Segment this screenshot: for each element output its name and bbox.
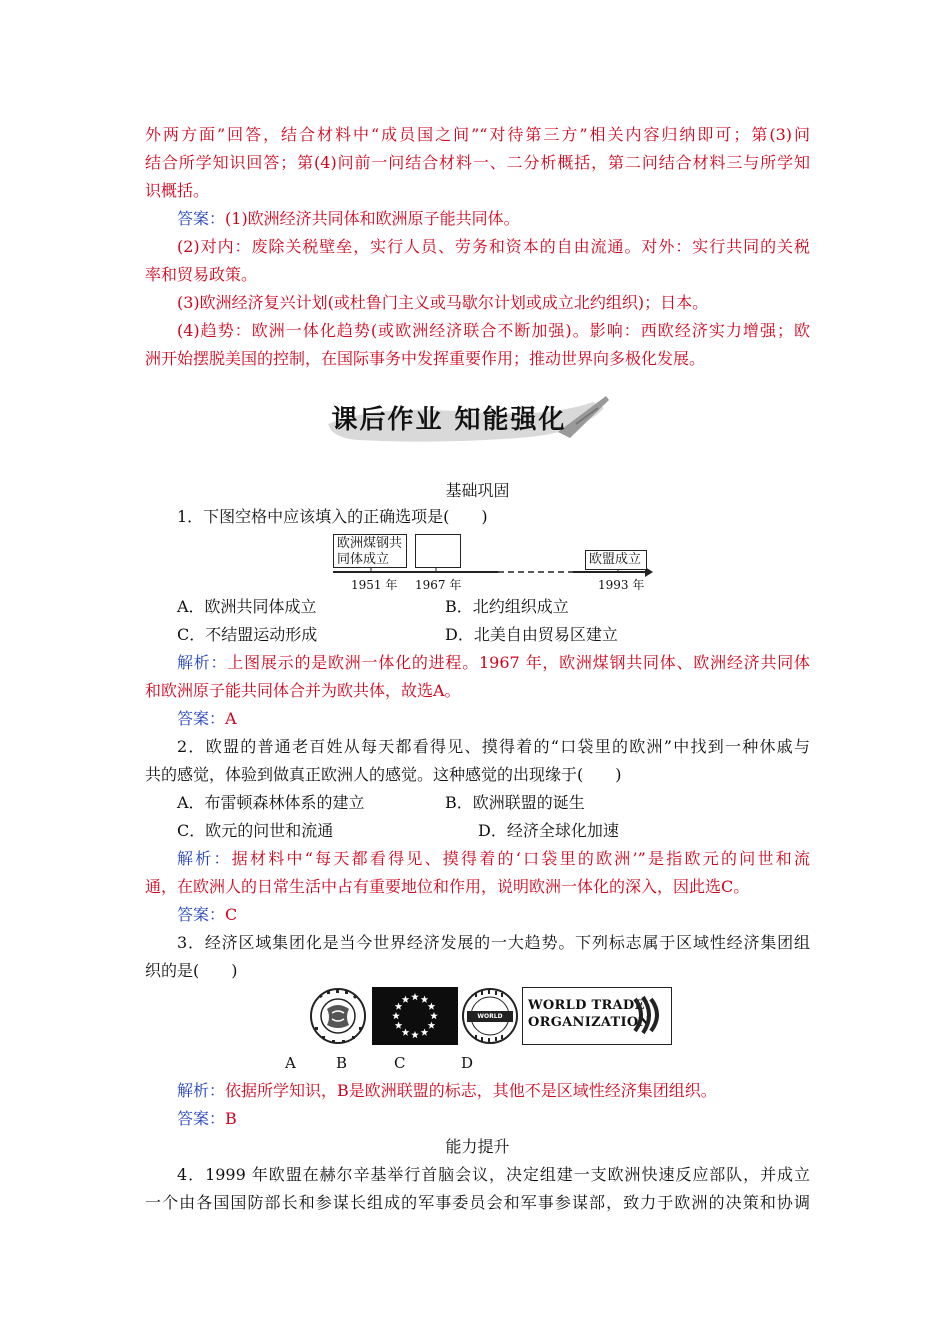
timeline-figure	[333, 534, 653, 594]
analysis-line	[177, 649, 810, 677]
analysis-line: 和欧洲原子能共同体合并为欧共体，故选A。	[145, 681, 461, 700]
analysis-label: 解析：	[177, 849, 232, 868]
answer-line: 洲开始摆脱美国的控制，在国际事务中发挥重要作用；推动世界向多极化发展。	[145, 349, 706, 368]
option-b: B．北约组织成立	[445, 597, 569, 616]
question-stem: 1．下图空格中应该填入的正确选项是( )	[177, 507, 488, 526]
wto-name-line2: ORGANIZATION	[528, 1015, 651, 1030]
world-bank-logo	[461, 987, 519, 1045]
answer-line: (4)趋势：欧洲一体化趋势(或欧洲经济联合不断加强)。影响：西欧经济实力增强；欧	[177, 321, 810, 340]
logo-label: B	[336, 1054, 348, 1072]
text-line: 外两方面”回答，结合材料中“成员国之间”“对待第三方”相关内容归纳即可；第(3)问	[145, 125, 810, 144]
question-stem: 3．经济区域集团化是当今世界经济发展的一大趋势。下列标志属于区域性经济集团组	[177, 933, 810, 952]
option-c: C．欧元的问世和流通	[177, 821, 334, 840]
logo-label: A	[285, 1054, 296, 1072]
question-stem: 2．欧盟的普通老百姓从每天都看得见、摸得着的“口袋里的欧洲”中找到一种休戚与	[177, 737, 810, 756]
answer-label: 答案：	[177, 709, 226, 728]
banner-title: 课后作业 知能强化	[331, 405, 567, 435]
option-a: A．布雷顿森林体系的建立	[177, 793, 365, 812]
question-stem: 4．1999 年欧盟在赫尔辛基举行首脑会议，决定组建一支欧洲快速反应部队，并成立	[177, 1165, 810, 1184]
section-banner	[318, 394, 610, 446]
answer-text: A	[225, 709, 237, 728]
imf-seal-icon	[307, 987, 369, 1045]
analysis-line	[177, 845, 810, 873]
timeline-year: 1951 年	[351, 578, 398, 592]
option-b: B．欧洲联盟的诞生	[445, 793, 585, 812]
wto-emblem-icon	[631, 993, 667, 1039]
wto-logo	[522, 987, 672, 1045]
text-line: 结合所学知识回答；第(4)问前一问结合材料一、二分析概括，第二问结合材料三与所学知	[145, 153, 810, 172]
question-stem: 一个由各国国防部长和参谋长组成的军事委员会和军事参谋部，致力于欧洲的决策和协调	[145, 1193, 810, 1212]
timeline-year: 1993 年	[598, 578, 645, 592]
answer-line: 率和贸易政策。	[145, 265, 258, 284]
answer-line	[177, 901, 817, 929]
timeline-year: 1967 年	[415, 578, 462, 592]
answer-label: 答案：	[177, 209, 226, 228]
answer-line	[177, 705, 817, 733]
analysis-label: 解析：	[177, 653, 228, 672]
answer-text: (1)欧洲经济共同体和欧洲原子能共同体。	[225, 209, 520, 228]
eu-star	[395, 1003, 403, 1010]
eu-star	[411, 1031, 419, 1038]
world-bank-label: WORLD BANK	[477, 1013, 503, 1031]
eu-flag-logo	[372, 987, 458, 1045]
analysis-text: 据材料中“每天都看得见、摸得着的‘口袋里的欧洲’”是指欧元的问世和流	[231, 849, 810, 868]
eu-star	[421, 1028, 429, 1035]
option-d: D．北美自由贸易区建立	[445, 625, 618, 644]
eu-star	[430, 1012, 438, 1019]
option-c: C．不结盟运动形成	[177, 625, 318, 644]
section-heading: 基础巩固	[445, 481, 510, 500]
logo-label: D	[461, 1054, 474, 1072]
analysis-line: 通，在欧洲人的日常生活中占有重要地位和作用，说明欧洲一体化的深入，因此选C。	[145, 877, 750, 896]
answer-label: 答案：	[177, 905, 226, 924]
eu-star	[428, 1003, 436, 1010]
option-a: A．欧洲共同体成立	[177, 597, 317, 616]
timeline-box-blank	[415, 534, 461, 568]
eu-star	[402, 996, 410, 1003]
answer-line	[177, 205, 817, 233]
analysis-text: 上图展示的是欧洲一体化的进程。1967 年，欧洲煤钢共同体、欧洲经济共同体	[227, 653, 810, 672]
eu-star	[395, 1022, 403, 1029]
answer-label: 答案：	[177, 1109, 226, 1128]
section-heading: 能力提升	[445, 1137, 510, 1156]
answer-line: (3)欧洲经济复兴计划(或杜鲁门主义或马歇尔计划或成立北约组织)；日本。	[177, 293, 709, 312]
answer-line: (2)对内：废除关税壁垒，实行人员、劳务和资本的自由流通。对外：实行共同的关税	[177, 237, 810, 256]
analysis-label: 解析：	[177, 1081, 226, 1100]
option-d: D．经济全球化加速	[478, 821, 619, 840]
analysis-text: 依据所学知识，B是欧洲联盟的标志，其他不是区域性经济集团组织。	[225, 1081, 717, 1100]
imf-logo	[307, 987, 369, 1045]
eu-star	[411, 993, 419, 1000]
analysis-line	[177, 1077, 817, 1105]
wto-name-line1: WORLD TRADE	[528, 998, 645, 1013]
logo-label: C	[394, 1054, 406, 1072]
question-stem: 共的感觉，体验到做真正欧洲人的感觉。这种感觉的出现缘于( )	[145, 765, 622, 784]
question-stem: 织的是( )	[145, 961, 238, 980]
answer-line	[177, 1105, 817, 1133]
eu-star	[402, 1028, 410, 1035]
answer-text: B	[225, 1109, 237, 1128]
answer-text: C	[225, 905, 238, 924]
eu-star	[392, 1012, 400, 1019]
text-line: 识概括。	[145, 181, 210, 200]
timeline-box-ecsc: 欧洲煤钢共同体成立	[333, 534, 407, 568]
timeline-box-eu: 欧盟成立	[585, 550, 647, 570]
eu-star	[421, 996, 429, 1003]
eu-stars-icon	[372, 987, 458, 1045]
eu-star	[428, 1022, 436, 1029]
